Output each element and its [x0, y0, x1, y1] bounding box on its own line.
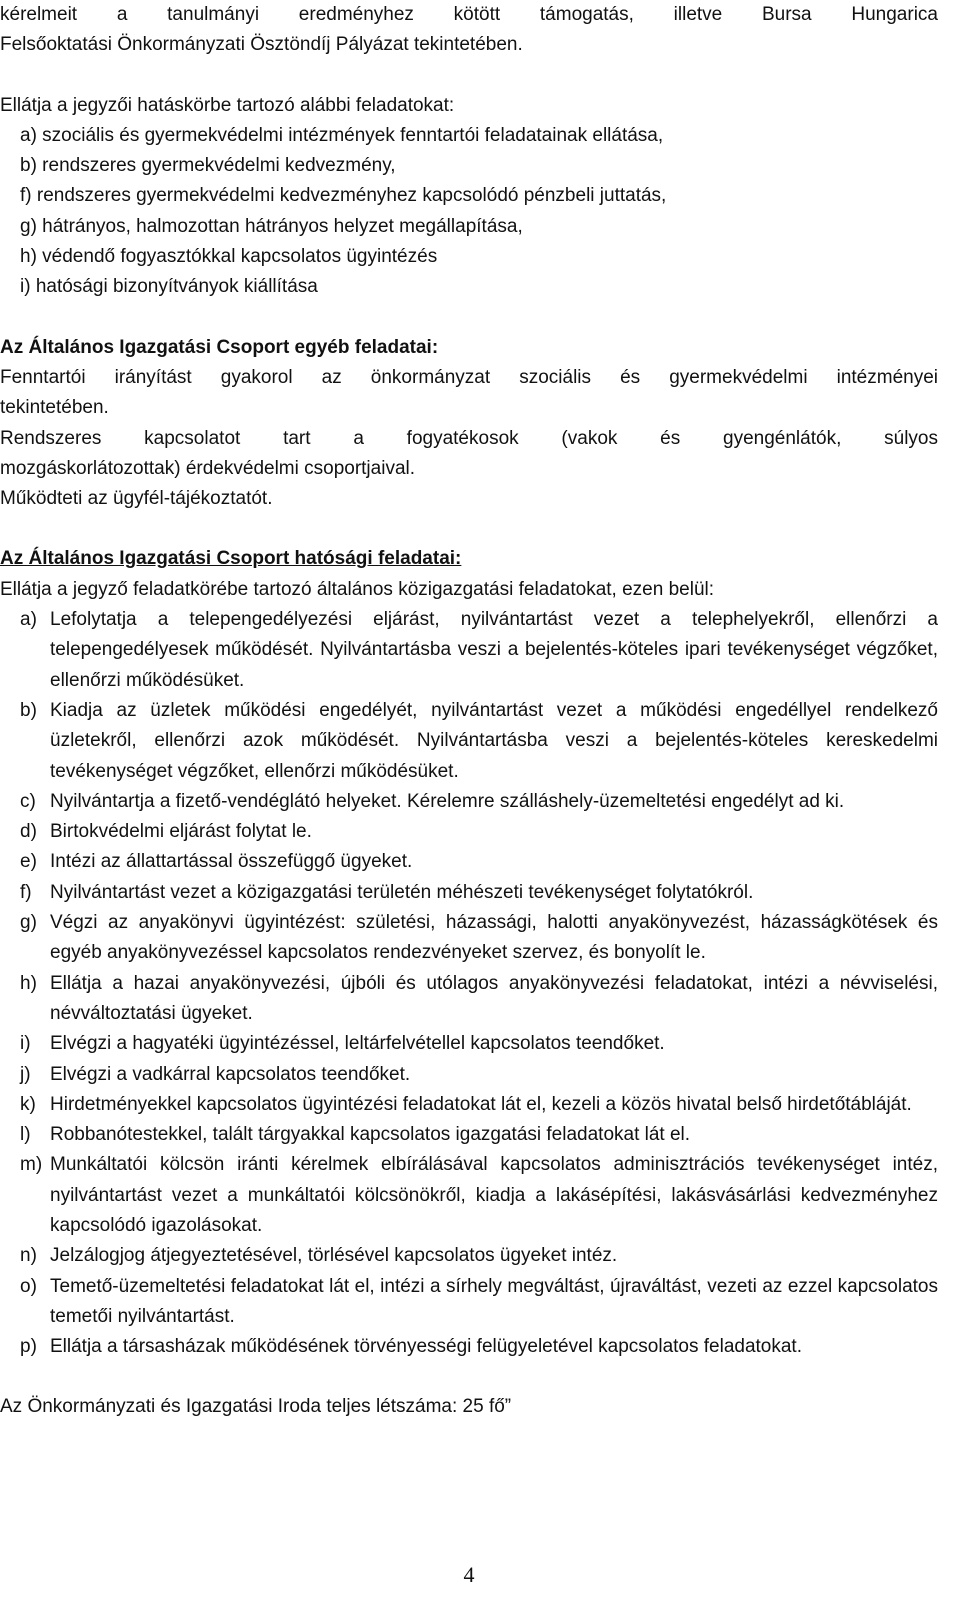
list-item-label: l) [20, 1124, 31, 1146]
list-item-text: Elvégzi a vadkárral kapcsolatos teendőket. [50, 1063, 411, 1085]
list-item-label: n) [20, 1245, 37, 1267]
jegyzoi-item: g) hátrányos, halmozottan hátrányos helyzet megállapítása, [20, 215, 523, 237]
list-item-text: Hirdetményekkel kapcsolatos ügyintézési feladatokat lát el, kezeli a közös hivatal belső hirdetőtábláját. [50, 1093, 912, 1115]
intro-line-2: Felsőoktatási Önkormányzati Ösztöndíj Pályázat tekintetében. [0, 34, 523, 56]
list-item-label: m) [20, 1154, 43, 1176]
list-item-text: Elvégzi a hagyatéki ügyintézéssel, leltárfelvétellel kapcsolatos teendőket. [50, 1033, 665, 1055]
list-item-label: g) [20, 912, 37, 934]
list-item [0, 908, 938, 969]
list-item-label: b) [20, 699, 37, 721]
egyeb-paragraph-1-line-1: Fenntartói irányítást gyakorol az önkormányzat szociális és gyermekvédelmi intézményei [0, 366, 938, 388]
list-item-label: k) [20, 1093, 36, 1115]
list-item-label: h) [20, 972, 37, 994]
list-item-text: Birtokvédelmi eljárást folytat le. [50, 821, 312, 843]
jegyzoi-item: h) védendő fogyasztókkal kapcsolatos ügyintézés [20, 246, 438, 268]
jegyzoi-heading: Ellátja a jegyzői hatáskörbe tartozó alábbi feladatokat: [0, 94, 455, 116]
list-item [0, 696, 938, 787]
list-item-text: Végzi az anyakönyvi ügyintézést: születési, házassági, halotti anyakönyvezést, házasságkötések és egyéb anyakönyvezéssel kapcsolatos rendezvényeket szervez, és bonyolít le. [50, 912, 938, 964]
list-item-text: Intézi az állattartással összefüggő ügyeket. [50, 851, 413, 873]
hatosagi-list [0, 605, 938, 1362]
list-item-text: Nyilvántartást vezet a közigazgatási területén méhészeti tevékenységet folytatókról. [50, 881, 754, 903]
list-item-text: Ellátja a társasházak működésének törvényességi felügyeletével kapcsolatos feladatokat. [50, 1336, 802, 1358]
list-item-label: d) [20, 821, 37, 843]
list-item [0, 787, 938, 817]
jegyzoi-item: i) hatósági bizonyítványok kiállítása [20, 276, 318, 298]
list-item-label: p) [20, 1336, 37, 1358]
list-item-text: Nyilvántartja a fizető-vendéglátó helyeket. Kérelemre szálláshely-üzemeltetési engedélyt ad ki. [50, 790, 845, 812]
list-item [0, 969, 938, 1030]
list-item [0, 1241, 938, 1271]
egyeb-paragraph-2-line-2: mozgáskorlátozottak) érdekvédelmi csoportjaival. [0, 457, 416, 479]
footer-text: Az Önkormányzati és Igazgatási Iroda teljes létszáma: 25 fő” [0, 1396, 512, 1418]
list-item-label: i) [20, 1033, 31, 1055]
egyeb-paragraph-2-line-1: Rendszeres kapcsolatot tart a fogyatékosok (vakok és gyengénlátók, súlyos [0, 427, 938, 449]
list-item-label: a) [20, 609, 37, 631]
jegyzoi-list [0, 121, 938, 303]
list-item-label: e) [20, 851, 37, 873]
list-item [0, 817, 938, 847]
hatosagi-intro: Ellátja a jegyző feladatkörébe tartozó általános közigazgatási feladatokat, ezen belül: [0, 578, 715, 600]
egyeb-paragraph-1-line-2: tekintetében. [0, 397, 109, 419]
list-item-text: Kiadja az üzletek működési engedélyét, nyilvántartást vezet a működési engedéllyel rendelkező üzletekről, ellenőrzi azok működését. Nyilvántartásba veszi a bejelentés-köteles kereskedelmi tevékenységet végzőket, ellenőrzi működésüket. [50, 699, 938, 782]
egyeb-paragraph-3: Működteti az ügyfél-tájékoztatót. [0, 488, 273, 510]
list-item-text: Jelzálogjog átjegyeztetésével, törlésével kapcsolatos ügyeket intéz. [50, 1245, 618, 1267]
list-item [0, 847, 938, 877]
list-item [0, 1060, 938, 1090]
list-item [0, 1272, 938, 1333]
hatosagi-heading: Az Általános Igazgatási Csoport hatósági feladatai: [0, 548, 462, 570]
egyeb-heading: Az Általános Igazgatási Csoport egyéb feladatai: [0, 336, 439, 358]
intro-line-1: kérelmeit a tanulmányi eredményhez kötött támogatás, illetve Bursa Hungarica [0, 4, 938, 25]
list-item [0, 1120, 938, 1150]
list-item-text: Lefolytatja a telepengedélyezési eljárást, nyilvántartást vezet a telephelyekről, ellenőrzi a telepengedélyesek működését. Nyilvántartásba veszi a bejelentés-köteles ipari tevékenységet végzőket, ellenőrzi működésüket. [50, 609, 938, 691]
list-item-text: Temető-üzemeltetési feladatokat lát el, intézi a sírhely megváltást, újraváltást, vezeti az ezzel kapcsolatos temetői nyilvántartást. [50, 1275, 938, 1327]
list-item [0, 1150, 938, 1241]
list-item [0, 1029, 938, 1059]
page-number: 4 [463, 1562, 475, 1587]
list-item [0, 1090, 938, 1120]
list-item-text: Robbanótestekkel, talált tárgyakkal kapcsolatos igazgatási feladatokat lát el. [50, 1124, 691, 1146]
list-item-text: Ellátja a hazai anyakönyvezési, újbóli és utólagos anyakönyvezési feladatokat, intézi a névviselési, névváltoztatási ügyeket. [50, 972, 938, 1024]
list-item-label: o) [20, 1275, 37, 1297]
jegyzoi-item: a) szociális és gyermekvédelmi intézmények fenntartói feladatainak ellátása, [20, 124, 664, 146]
jegyzoi-item: f) rendszeres gyermekvédelmi kedvezményhez kapcsolódó pénzbeli juttatás, [20, 185, 667, 207]
list-item [0, 1332, 938, 1362]
list-item [0, 605, 938, 696]
list-item-label: j) [20, 1063, 31, 1085]
list-item [0, 878, 938, 908]
list-item-label: f) [20, 881, 32, 903]
list-item-label: c) [20, 790, 36, 812]
jegyzoi-item: b) rendszeres gyermekvédelmi kedvezmény, [20, 155, 396, 177]
list-item-text: Munkáltatói kölcsön iránti kérelmek elbírálásával kapcsolatos adminisztrációs tevékenységet intéz, nyilvántartást vezet a munkáltatói kölcsönökről, kiadja a lakásépítési, lakásvásárlási kedvezményhez kapcsolódó igazolásokat. [50, 1154, 938, 1236]
